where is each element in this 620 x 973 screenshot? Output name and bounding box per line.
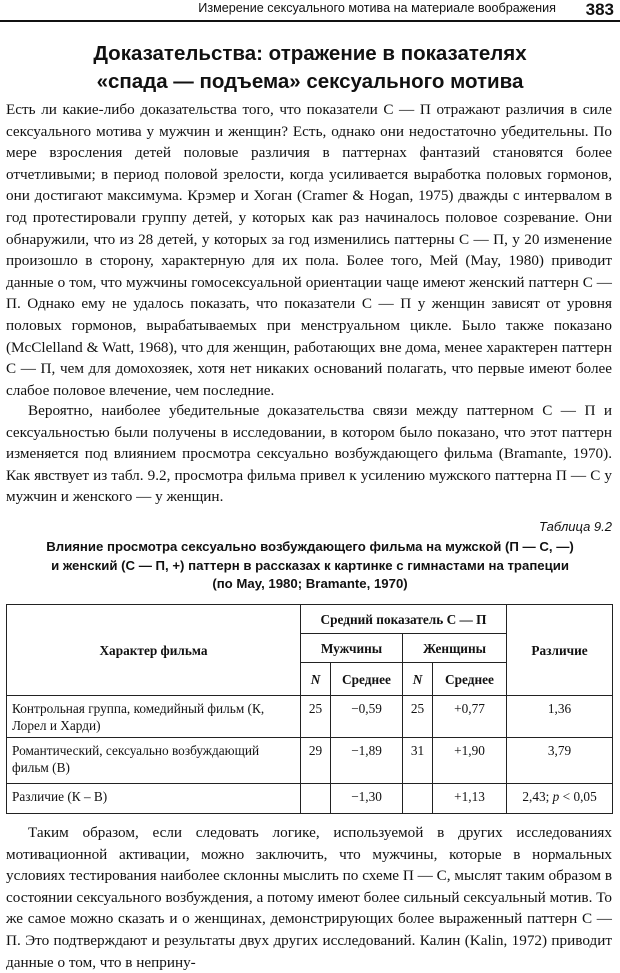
- table-caption-line-1: Влияние просмотра сексуально возбуждающего фильма на мужской (П — С, —): [46, 539, 574, 554]
- page-header: [0, 0, 620, 22]
- cell-women-mean: +1,90: [433, 738, 507, 784]
- cell-men-mean: −1,89: [331, 738, 403, 784]
- cell-women-n: 25: [403, 696, 433, 738]
- header-film-type: Характер фильма: [7, 605, 301, 696]
- cell-women-mean: +1,13: [433, 784, 507, 814]
- results-table: [6, 604, 613, 814]
- section-title: [10, 40, 610, 96]
- row-label: Романтический, сексуально возбуждающий фильм (В): [7, 738, 301, 784]
- cell-women-mean: +0,77: [433, 696, 507, 738]
- cell-men-mean: −1,30: [331, 784, 403, 814]
- header-women-n: N: [403, 663, 433, 696]
- table-row: [7, 784, 613, 814]
- table-caption-line-3: (по May, 1980; Bramante, 1970): [212, 576, 408, 591]
- cell-women-n: [403, 784, 433, 814]
- running-title: Измерение сексуального мотива на материале воображения: [198, 1, 556, 15]
- cell-men-n: 29: [301, 738, 331, 784]
- page-number: 383: [585, 0, 614, 19]
- table-caption-line-2: и женский (С — П, +) паттерн в рассказах к картинке с гимнастами на трапеции: [51, 557, 569, 573]
- table-caption: [10, 538, 610, 594]
- paragraph-2: Вероятно, наиболее убедительные доказательства связи между паттерном С — П и сексуальностью были получены в исследовании, в котором было показано, что этот паттерн изменяется под влиянием просмотра сексуально возбуждающего фильма (Bramante, 1970). Как явствует из табл. 9.2, просмотра фильма привел к усилению мужского паттерна П — С у мужчин и женского — у женщин.: [6, 402, 612, 506]
- header-difference: Различие: [507, 605, 613, 696]
- cell-difference: 3,79: [507, 738, 613, 784]
- difference-significance: < 0,05: [562, 789, 597, 804]
- cell-difference: [507, 784, 613, 814]
- header-women-mean: Среднее: [433, 663, 507, 696]
- cell-men-n: 25: [301, 696, 331, 738]
- header-rule: [0, 20, 620, 22]
- header-men-n: N: [301, 663, 331, 696]
- header-avg-indicator: Средний показатель С — П: [301, 605, 507, 634]
- paragraph-3: Таким образом, если следовать логике, используемой в других исследованиях мотивационной активации, можно заключить, что мужчины, которые в нормальных условиях тестирования наиболее склонны мыслить по схеме П — С, мыслят таким образом в состоянии сексуального возбуждения, а потому имеют более сильный сексуальный мотив. То же самое можно сказать и о женщинах, демонстрирующих более выраженный паттерн С — П. Это подтверждают и результаты двух других исследований. Калин (Kalin, 1972) приводит данные о том, что в неприну-: [6, 824, 612, 971]
- difference-p: p: [552, 789, 560, 804]
- table-row: [7, 696, 613, 738]
- table-row: [7, 738, 613, 784]
- header-men-mean: Среднее: [331, 663, 403, 696]
- cell-women-n: 31: [403, 738, 433, 784]
- difference-value: 2,43;: [522, 789, 550, 804]
- header-men: Мужчины: [301, 634, 403, 663]
- row-label: Различие (К – В): [7, 784, 301, 814]
- table-header-row-1: [7, 605, 613, 634]
- section-title-line-1: Доказательства: отражение в показателях: [93, 42, 527, 65]
- cell-men-n: [301, 784, 331, 814]
- row-label: Контрольная группа, комедийный фильм (К, Лорел и Харди): [7, 696, 301, 738]
- cell-men-mean: −0,59: [331, 696, 403, 738]
- section-title-line-2: «спада — подъема» сексуального мотива: [96, 70, 524, 93]
- table-label: Таблица 9.2: [539, 519, 612, 534]
- paragraph-1: Есть ли какие-либо доказательства того, что показатели С — П отражают различия в силе сексуального мотива у мужчин и женщин? Есть, однако они недостаточно убедительны. По мере взросления детей половые различия в паттернах фантазий становятся более отчетливыми; в период половой зрелости, когда усиливается выработка половых гормонов, они достигают максимума. Крэмер и Хоган (Cramer & Hogan, 1975) дважды с интервалом в год протестировали группу детей, у которых как раз начиналось половое созревание. Они обнаружили, что из 28 детей, у которых за год изменились паттерны С — П, у 20 изменение произошло в сторону, характерную для их пола. Более того, Мей (May, 1980) приводит данные о том, что мужчины гомосексуальной ориентации чаще имеют женский паттерн С — П. Однако ему не удалось показать, что показатели С — П у женщин зависят от уровня половых гормонов, вырабатываемых при менструальном цикле. Было также показано (McClelland & Watt, 1968), что для женщин, работающих вне дома, менее характерен паттерн С — П, чем для домохозяек, хотя нет никаких оснований полагать, что первые имеют более слабое половое влечение, чем последние.: [6, 101, 612, 399]
- header-women: Женщины: [403, 634, 507, 663]
- cell-difference: 1,36: [507, 696, 613, 738]
